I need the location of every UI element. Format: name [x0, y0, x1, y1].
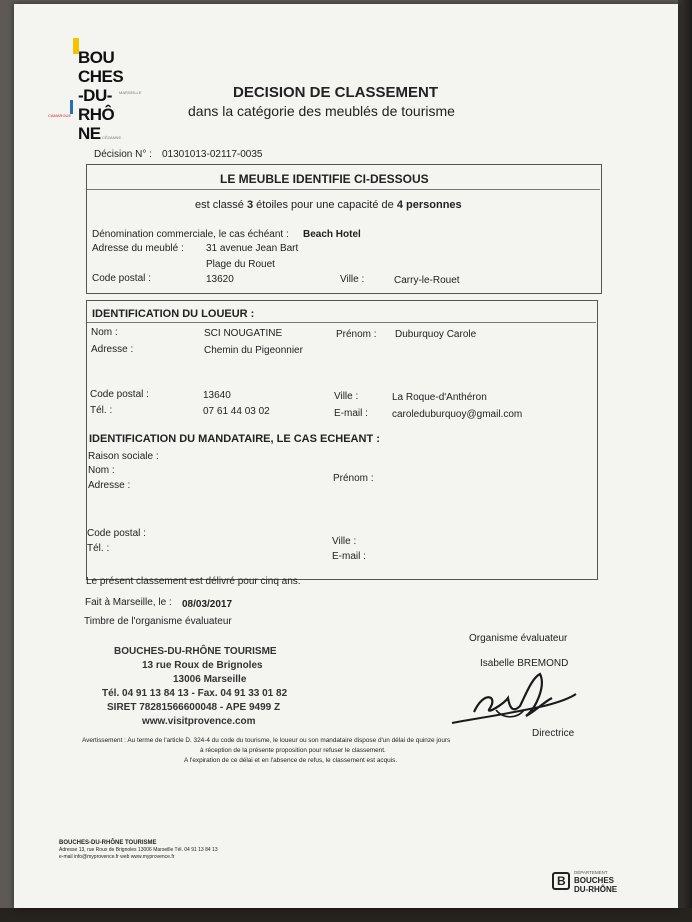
- meuble-heading-divider: [87, 189, 600, 190]
- meuble-heading: LE MEUBLE IDENTIFIE CI-DESSOUS: [220, 172, 429, 186]
- loueur-prenom-value: Duburquoy Carole: [395, 329, 477, 340]
- stamp-line-4: Tél. 04 91 13 84 13 - Fax. 04 91 33 01 82: [102, 688, 288, 699]
- meuble-ville-value: Carry-le-Rouet: [394, 275, 460, 286]
- meuble-adresse-line2: Plage du Rouet: [206, 259, 275, 270]
- meuble-cp-label: Code postal :: [92, 273, 151, 284]
- evaluator-name: Isabelle BREMOND: [480, 658, 569, 669]
- loueur-ville-value: La Roque-d'Anthéron: [392, 392, 487, 403]
- capacity-pre: pour une capacité de: [291, 199, 394, 211]
- stamp-line-2: 13 rue Roux de Brignoles: [142, 660, 263, 671]
- logo-line-1: BOU: [78, 48, 115, 67]
- directrice-label: Directrice: [532, 728, 575, 739]
- mandataire-adresse-label: Adresse :: [88, 480, 131, 491]
- loueur-tel-label: Tél. :: [90, 405, 113, 416]
- loueur-adresse-value: Chemin du Pigeonnier: [204, 345, 303, 356]
- logo-line-4: RHÔ: [78, 105, 115, 124]
- mandataire-ville-label: Ville :: [332, 536, 357, 547]
- validity-text: Le présent classement est délivré pour cinq ans.: [86, 576, 301, 587]
- signature-image: [448, 668, 578, 730]
- mandataire-email-label: E-mail :: [332, 551, 366, 562]
- classe-pre: est classé: [195, 199, 244, 211]
- fait-label: Fait à Marseille, le :: [85, 597, 172, 608]
- timbre-label: Timbre de l'organisme évaluateur: [84, 616, 232, 627]
- departement-line-1: BOUCHES: [574, 876, 615, 885]
- mandataire-cp-label: Code postal :: [87, 528, 146, 539]
- footer-web: e-mail info@myprovence.fr web www.myprovence.fr: [59, 854, 175, 860]
- stamp-line-5: SIRET 78281566600048 - APE 9499 Z: [107, 702, 281, 713]
- footer-address: Adresse 13, rue Roux de Brignoles 13006 Marseille Tél. 04 91 13 84 13: [59, 847, 218, 853]
- loueur-heading-divider: [87, 322, 596, 323]
- logo-line-2: CHES: [78, 67, 124, 86]
- departement-small-label: DÉPARTEMENT: [574, 870, 608, 875]
- meuble-ville-label: Ville :: [340, 274, 365, 285]
- loueur-cp-value: 13640: [203, 390, 231, 401]
- mandataire-heading: IDENTIFICATION DU MANDATAIRE, LE CAS ECHEANT :: [89, 433, 380, 445]
- meuble-adresse-label: Adresse du meublé :: [92, 243, 184, 254]
- avertissement-line-1: Avertissement : Au terme de l'article D. 324-4 du code du tourisme, le loueur ou son mandataire dispose d'un délai de quinze jours: [82, 737, 451, 744]
- meuble-cp-value: 13620: [206, 274, 234, 285]
- loueur-ville-label: Ville :: [334, 391, 359, 402]
- decision-number: 01301013-02117-0035: [162, 149, 263, 160]
- logo-line-3: -DU-: [78, 86, 112, 105]
- loueur-email-label: E-mail :: [334, 408, 368, 419]
- mandataire-raison-label: Raison sociale :: [88, 451, 159, 462]
- footer-org: BOUCHES-DU-RHÔNE TOURISME: [59, 840, 157, 846]
- classe-mid: étoiles: [256, 199, 288, 211]
- meuble-adresse-line1: 31 avenue Jean Bart: [206, 243, 299, 254]
- stamp-line-3: 13006 Marseille: [173, 674, 247, 685]
- mandataire-prenom-label: Prénom :: [333, 473, 374, 484]
- fait-date: 08/03/2017: [182, 599, 233, 610]
- denomination-value: Beach Hotel: [303, 229, 361, 240]
- denomination-label: Dénomination commerciale, le cas échéant :: [92, 229, 289, 240]
- loueur-adresse-label: Adresse :: [91, 344, 134, 355]
- organisme-label: Organisme évaluateur: [469, 633, 568, 644]
- background-edge: [678, 0, 692, 922]
- logo-tag-cezanne: CÉZANNE: [102, 135, 122, 140]
- loueur-tel-value: 07 61 44 03 02: [203, 406, 270, 417]
- avertissement-line-2: à réception de la présente proposition pour refuser le classement.: [200, 747, 386, 754]
- decision-label: Décision N° :: [94, 149, 152, 160]
- mandataire-tel-label: Tél. :: [87, 543, 110, 554]
- loueur-prenom-label: Prénom :: [336, 329, 377, 340]
- loueur-heading: IDENTIFICATION DU LOUEUR :: [92, 308, 255, 320]
- logo-line-5: NE: [78, 124, 101, 143]
- capacity-value: 4 personnes: [396, 199, 462, 211]
- mandataire-nom-label: Nom :: [88, 465, 115, 476]
- logo-tag-marseille: MARSEILLE: [119, 90, 142, 95]
- classement-line: [195, 199, 462, 211]
- stamp-line-1: BOUCHES-DU-RHÔNE TOURISME: [114, 646, 277, 657]
- document-title: DECISION DE CLASSEMENT: [233, 84, 439, 101]
- avertissement-line-3: A l'expiration de ce délai et en l'absence de refus, le classement est acquis.: [184, 757, 398, 764]
- departement-b-icon: B: [552, 872, 570, 890]
- document-subtitle: dans la catégorie des meublés de tourisme: [188, 103, 455, 119]
- loueur-nom-value: SCI NOUGATINE: [204, 328, 283, 339]
- document-page: [14, 4, 678, 908]
- loueur-email-value: caroleduburquoy@gmail.com: [392, 409, 523, 420]
- background-floor: [0, 908, 692, 922]
- loueur-cp-label: Code postal :: [90, 389, 149, 400]
- logo-tag-camargue: CAMARGUE: [48, 113, 72, 118]
- logo-blue-bar: [70, 100, 73, 114]
- stamp-line-6: www.visitprovence.com: [142, 716, 256, 727]
- stars-count: 3: [246, 199, 254, 211]
- departement-line-2: DU-RHÔNE: [574, 885, 618, 894]
- loueur-nom-label: Nom :: [91, 327, 118, 338]
